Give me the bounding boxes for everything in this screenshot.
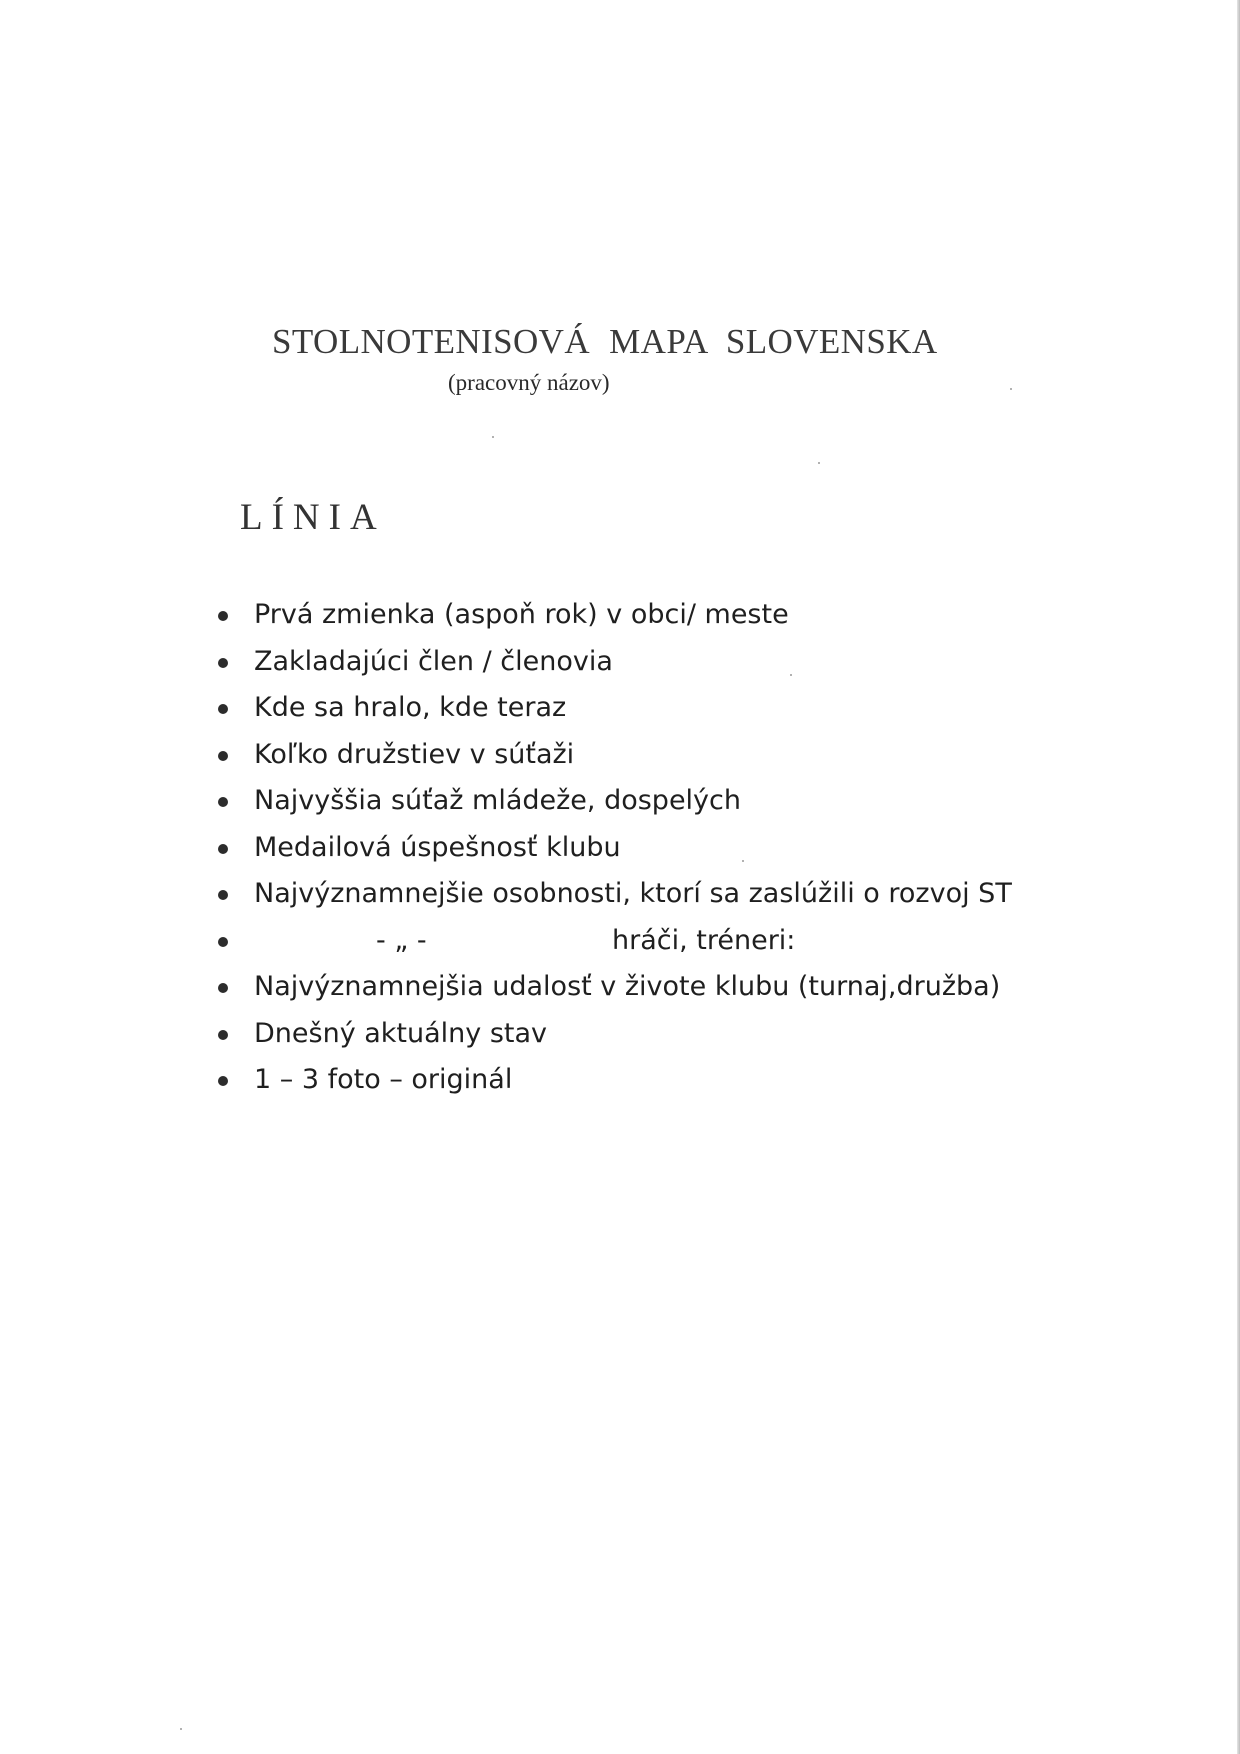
- list-item-text: 1 – 3 foto – originál: [254, 1064, 513, 1095]
- list-item-text: hráči, tréneri:: [612, 924, 796, 956]
- list-item-text: Prvá zmienka (aspoň rok) v obci/ meste: [254, 599, 789, 630]
- scan-speck: [180, 1728, 182, 1730]
- document-subtitle: (pracovný názov): [448, 370, 610, 395]
- section-heading: LÍNIA: [240, 497, 386, 538]
- bullet-icon: [218, 1076, 228, 1086]
- bullet-icon: [218, 1030, 228, 1040]
- list-item-text: Kde sa hralo, kde teraz: [254, 692, 567, 723]
- list-item-text: Najvyššia súťaž mládeže, dospelých: [254, 785, 741, 816]
- bullet-icon: [218, 983, 228, 993]
- bullet-icon: [218, 890, 228, 900]
- bullet-icon: [218, 797, 228, 807]
- scan-speck: [818, 462, 820, 464]
- bullet-icon: [218, 658, 228, 668]
- scan-speck: [492, 436, 494, 438]
- ditto-mark: - „ -: [376, 924, 427, 956]
- list-item-text: Najvýznamnejšia udalosť v živote klubu (turnaj,družba): [254, 971, 1001, 1002]
- bullet-icon: [218, 751, 228, 761]
- bullet-icon: [218, 937, 228, 947]
- list-item-text: Koľko družstiev v súťaži: [254, 738, 575, 770]
- bullet-icon: [218, 704, 228, 714]
- list-item-text: Zakladajúci člen / členovia: [254, 645, 613, 677]
- scan-speck: [742, 860, 744, 862]
- scan-speck: [790, 674, 792, 676]
- document-title: STOLNOTENISOVÁ MAPA SLOVENSKA: [272, 322, 938, 361]
- bullet-icon: [218, 844, 228, 854]
- bullet-icon: [218, 611, 228, 621]
- list-item-text: Dnešný aktuálny stav: [254, 1017, 548, 1049]
- list-item-text: Medailová úspešnosť klubu: [254, 831, 621, 863]
- scan-speck: [1010, 388, 1012, 390]
- list-item-text: Najvýznamnejšie osobnosti, ktorí sa zaslúžili o rozvoj ST: [254, 878, 1012, 909]
